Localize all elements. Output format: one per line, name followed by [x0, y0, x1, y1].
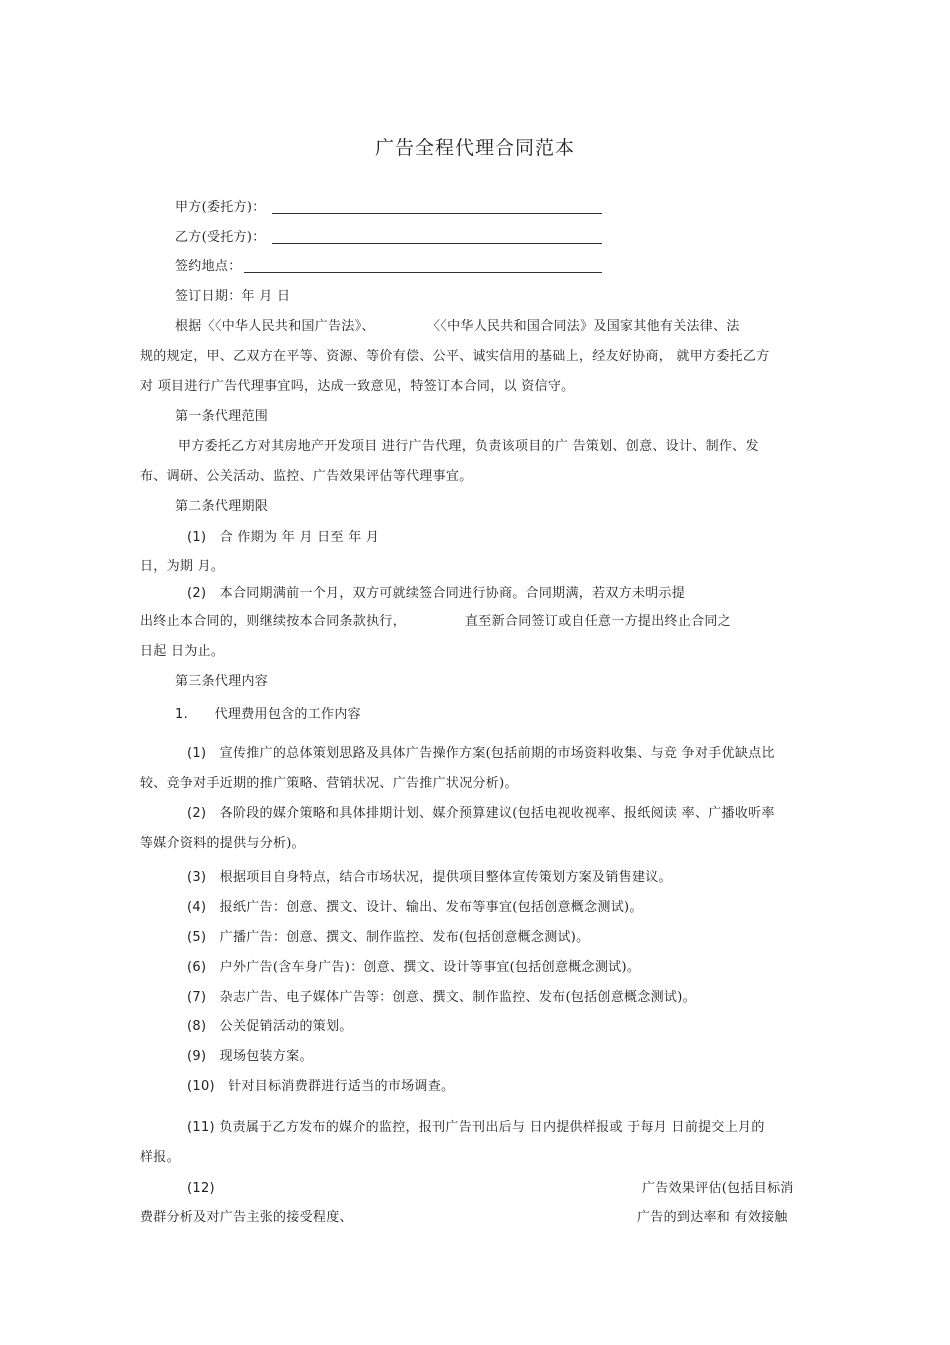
item-number: (2): [187, 806, 207, 821]
item-text: 现场包装方案。: [219, 1049, 313, 1064]
content-item-5: [187, 930, 589, 946]
item-number: (3): [187, 870, 207, 885]
item-text: 根据项目自身特点，结合市场状况，提供项目整体宣传策划方案及销售建议。: [219, 870, 672, 885]
item-number: (10): [187, 1079, 215, 1094]
preamble-line-1a: 根据〈〈中华人民共和国广告法》、: [175, 319, 375, 334]
article-2-item-2: [187, 586, 685, 602]
party-a-label: 甲方(委托方)：: [175, 200, 266, 215]
content-item-11-cont: 样报。: [140, 1150, 180, 1165]
item-number: (7): [187, 990, 207, 1005]
item-number: (6): [187, 960, 207, 975]
content-item-1: [187, 746, 775, 762]
article-2-item-2-line-2a: 出终止本合同的，则继续按本合同条款执行，: [140, 614, 407, 629]
content-item-11: [187, 1120, 765, 1136]
signing-place-label: 签约地点：: [175, 259, 242, 274]
party-a-blank-line: [272, 213, 602, 214]
article-3-subheading: [175, 707, 361, 723]
content-item-12-line-2b: 广告的到达率和 有效接触: [637, 1210, 788, 1225]
content-item-10: [187, 1079, 454, 1095]
signing-place-blank-line: [244, 272, 602, 273]
preamble-line-2: 规的规定，甲、乙双方在平等、资源、等价有偿、公平、诚实信用的基础上，经友好协商， 就甲方委托乙方: [140, 349, 770, 364]
item-number: (1): [187, 530, 207, 545]
article-2-item-1: [187, 530, 379, 546]
article-2-item-1-cont: 日，为期 月。: [140, 559, 225, 574]
item-number: (4): [187, 900, 207, 915]
item-number: (11): [187, 1120, 215, 1135]
subheading-text: 代理费用包含的工作内容: [214, 707, 361, 722]
item-text: 针对目标消费群进行适当的市场调查。: [228, 1079, 455, 1094]
item-number: (2): [187, 586, 207, 601]
content-item-2: [187, 806, 775, 822]
item-text: 户外广告(含车身广告)：创意、撰文、设计等事宜(包括创意概念测试)。: [219, 960, 641, 975]
preamble-line-3: 对 项目进行广告代理事宜吗，达成一致意见，特签订本合同，以 资信守。: [140, 379, 575, 394]
item-text: 宣传推广的总体策划思路及具体广告操作方案(包括前期的市场资料收集、与竞 争对手优缺点比: [219, 746, 775, 761]
item-text: 杂志广告、电子媒体广告等：创意、撰文、制作监控、发布(包括创意概念测试)。: [219, 990, 696, 1005]
item-number: (9): [187, 1049, 207, 1064]
article-2-item-2-line-2b: 直至新合同签订或自任意一方提出终止合同之: [465, 614, 732, 629]
item-text: 公关促销活动的策划。: [219, 1019, 353, 1034]
document-title: 广告全程代理合同范本: [374, 137, 575, 159]
content-item-7: [187, 990, 696, 1006]
party-b-blank-line: [272, 243, 602, 244]
content-item-3: [187, 870, 672, 886]
content-item-9: [187, 1049, 313, 1065]
article-1-line-2: 布、调研、公关活动、监控、广告效果评估等代理事宜。: [140, 469, 473, 484]
item-number: (1): [187, 746, 207, 761]
item-number: (8): [187, 1019, 207, 1034]
article-2-heading: 第二条代理期限: [175, 499, 269, 514]
content-item-12-number: [187, 1181, 215, 1197]
article-1-line-1: 甲方委托乙方对其房地产开发项目 进行广告代理，负责该项目的广 告策划、创意、设计、制作、发: [178, 439, 759, 454]
item-text: 报纸广告：创意、撰文、设计、输出、发布等事宜(包括创意概念测试)。: [219, 900, 643, 915]
article-2-item-2-line-3: 日起 日为止。: [140, 644, 225, 659]
article-3-heading: 第三条代理内容: [175, 674, 269, 689]
content-item-1-cont: 较、竞争对手近期的推广策略、营销状况、广告推广状况分析)。: [140, 776, 518, 791]
item-text: 负责属于乙方发布的媒介的监控，报刊广告刊出后与 日内提供样报或 于每月 日前提交上月的: [219, 1120, 765, 1135]
content-item-2-cont: 等媒介资料的提供与分析)。: [140, 836, 305, 851]
item-number: (5): [187, 930, 207, 945]
item-text: 本合同期满前一个月，双方可就续签合同进行协商。合同期满，若双方未明示提: [219, 586, 686, 601]
subheading-number: 1.: [175, 707, 189, 722]
content-item-12-line-1: 广告效果评估(包括目标消: [642, 1181, 794, 1196]
item-text: 广播广告：创意、撰文、制作监控、发布(包括创意概念测试)。: [219, 930, 590, 945]
signing-date-label: 签订日期：年 月 日: [175, 289, 291, 304]
preamble-line-1b: 〈〈中华人民共和国合同法》及国家其他有关法律、法: [427, 319, 740, 334]
content-item-8: [187, 1019, 353, 1035]
article-1-heading: 第一条代理范围: [175, 409, 269, 424]
item-text: 合 作期为 年 月 日至 年 月: [219, 530, 380, 545]
party-b-label: 乙方(受托方)：: [175, 230, 266, 245]
content-item-4: [187, 900, 643, 916]
item-text: 各阶段的媒介策略和具体排期计划、媒介预算建议(包括电视收视率、报纸阅读 率、广播收听率: [219, 806, 775, 821]
item-number: (12): [187, 1181, 215, 1196]
content-item-12-line-2a: 费群分析及对广告主张的接受程度、: [140, 1210, 353, 1225]
content-item-6: [187, 960, 640, 976]
